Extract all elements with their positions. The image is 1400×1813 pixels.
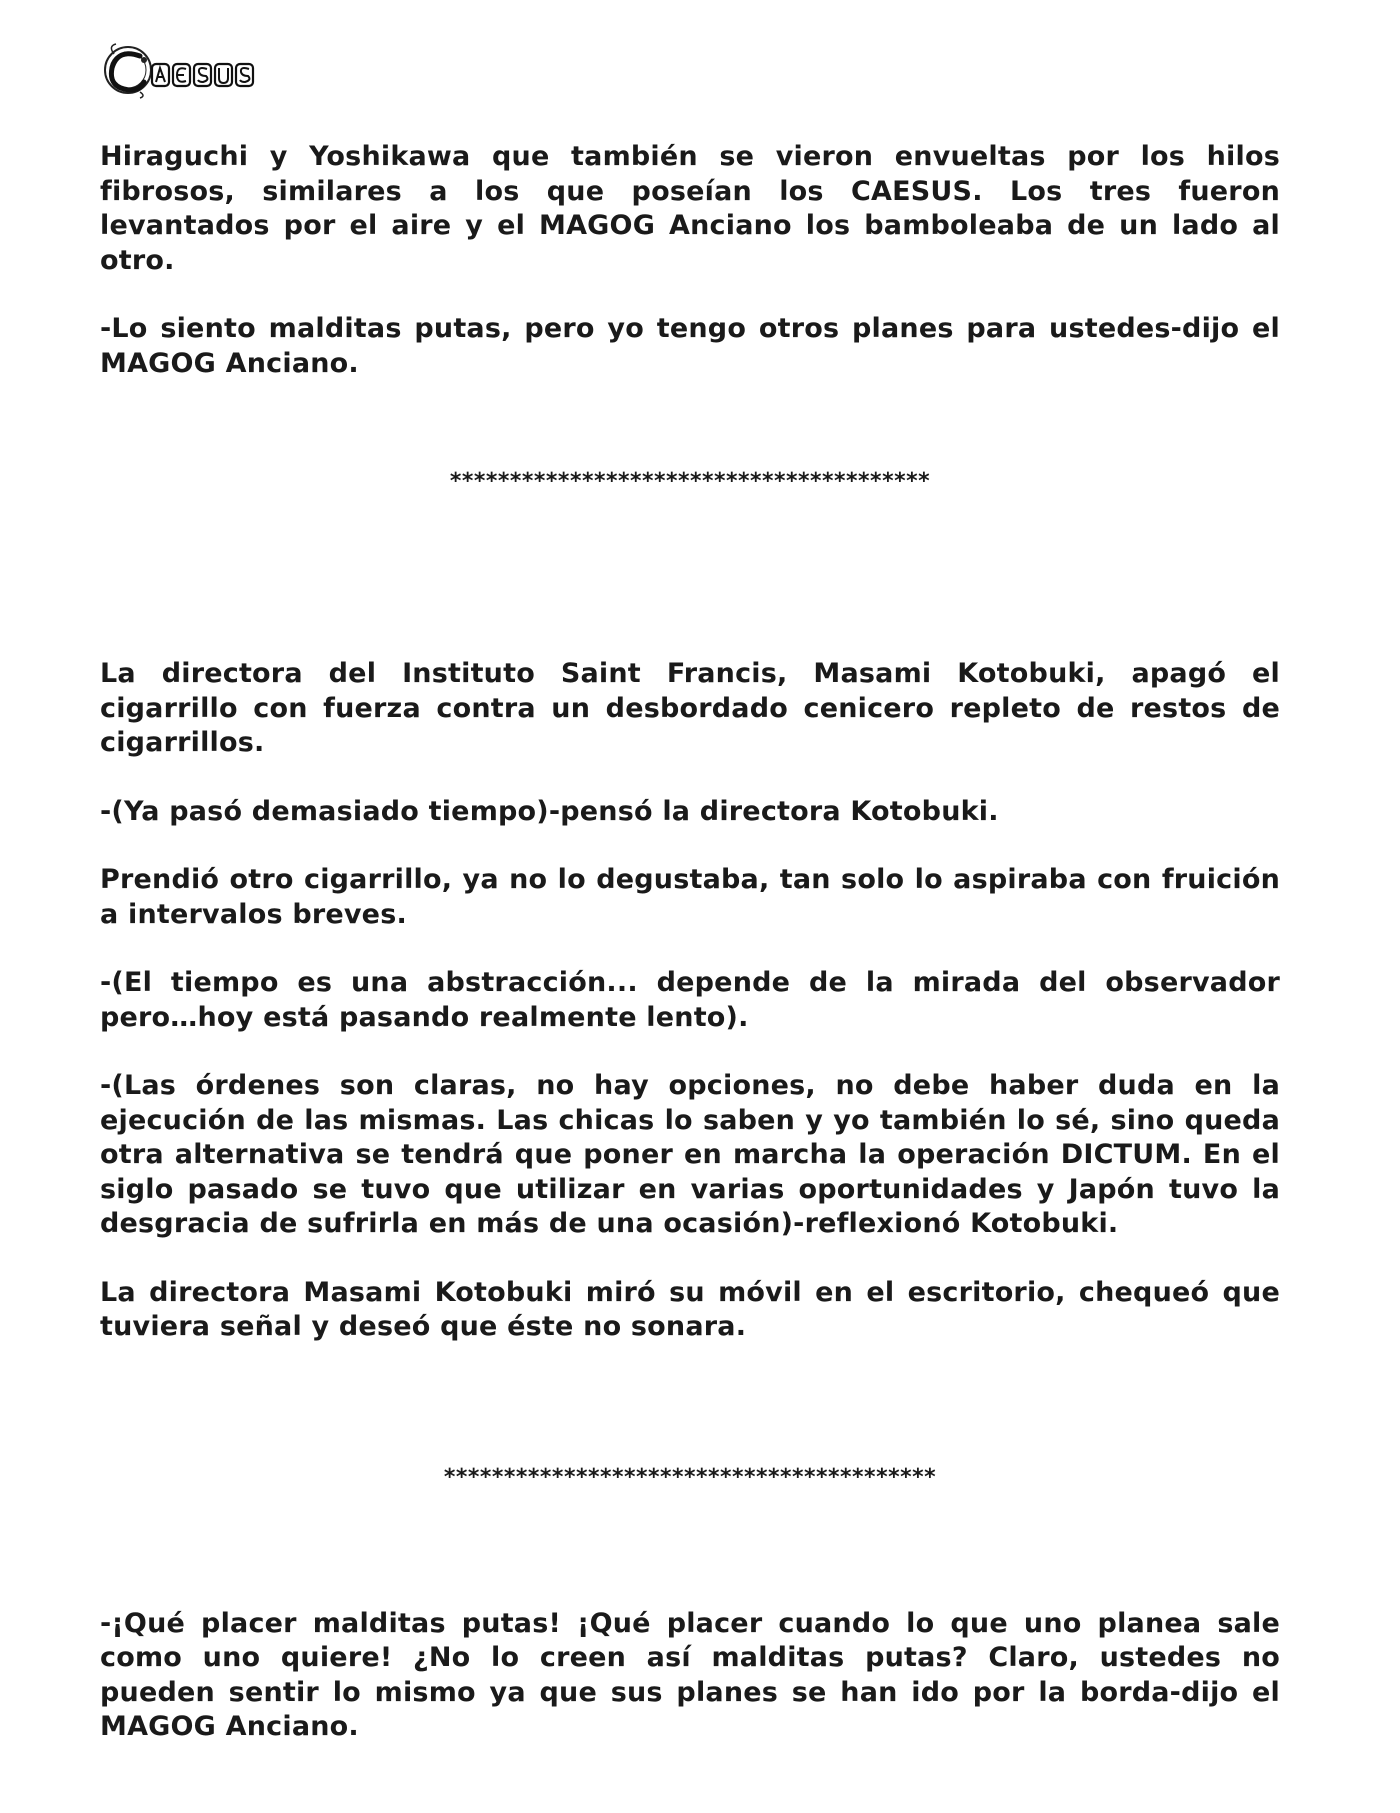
paragraph: -(Ya pasó demasiado tiempo)-pensó la directora Kotobuki. [100, 795, 999, 827]
caesus-logo [100, 38, 270, 100]
document-body [100, 140, 1280, 1779]
paragraph: La directora Masami Kotobuki miró su móvil en el escritorio, chequeó que tuviera señal y deseó que éste no sonara. [100, 1276, 1280, 1342]
paragraph: -¡Qué placer malditas putas! ¡Qué placer cuando lo que uno planea sale como uno quiere! ¿No lo creen así malditas putas? Claro, ustedes no pueden sentir lo mismo ya que sus planes se han ido por la borda-dijo el MAGOG Anciano. [100, 1607, 1280, 1742]
caesus-logo-graphic [100, 38, 270, 100]
paragraph: -(El tiempo es una abstracción... depende de la mirada del observador pero…hoy está pasando realmente lento). [100, 967, 1280, 1033]
section-separator: ***************************************** [443, 1464, 937, 1490]
paragraph: -(Las órdenes son claras, no hay opciones, no debe haber duda en la ejecución de las mismas. Las chicas lo saben y yo también lo sé, sino queda otra alternativa se tendrá que poner en marcha la operación DICTUM. En el siglo pasado se tuvo que utilizar en varias oportunidades y Japón tuvo la desgracia de sufrirla en más de una ocasión)-reflexionó Kotobuki. [100, 1070, 1280, 1239]
paragraph: Prendió otro cigarrillo, ya no lo degustaba, tan solo lo aspiraba con fruición a intervalos breves. [100, 864, 1280, 930]
section-separator: **************************************** [449, 469, 931, 494]
paragraph: -Lo siento malditas putas, pero yo tengo otros planes para ustedes-dijo el MAGOG Anciano. [100, 313, 1280, 379]
paragraph: La directora del Instituto Saint Francis, Masami Kotobuki, apagó el cigarrillo con fuerza contra un desbordado cenicero repleto de restos de cigarrillos. [100, 658, 1280, 758]
caesus-logo-text: CAESUS [100, 38, 105, 39]
paragraph: Hiraguchi y Yoshikawa que también se vieron envueltas por los hilos fibrosos, similares a los que poseían los CAESUS. Los tres fueron levantados por el aire y el MAGOG Anciano los bamboleaba de un lado al otro. [100, 141, 1280, 276]
